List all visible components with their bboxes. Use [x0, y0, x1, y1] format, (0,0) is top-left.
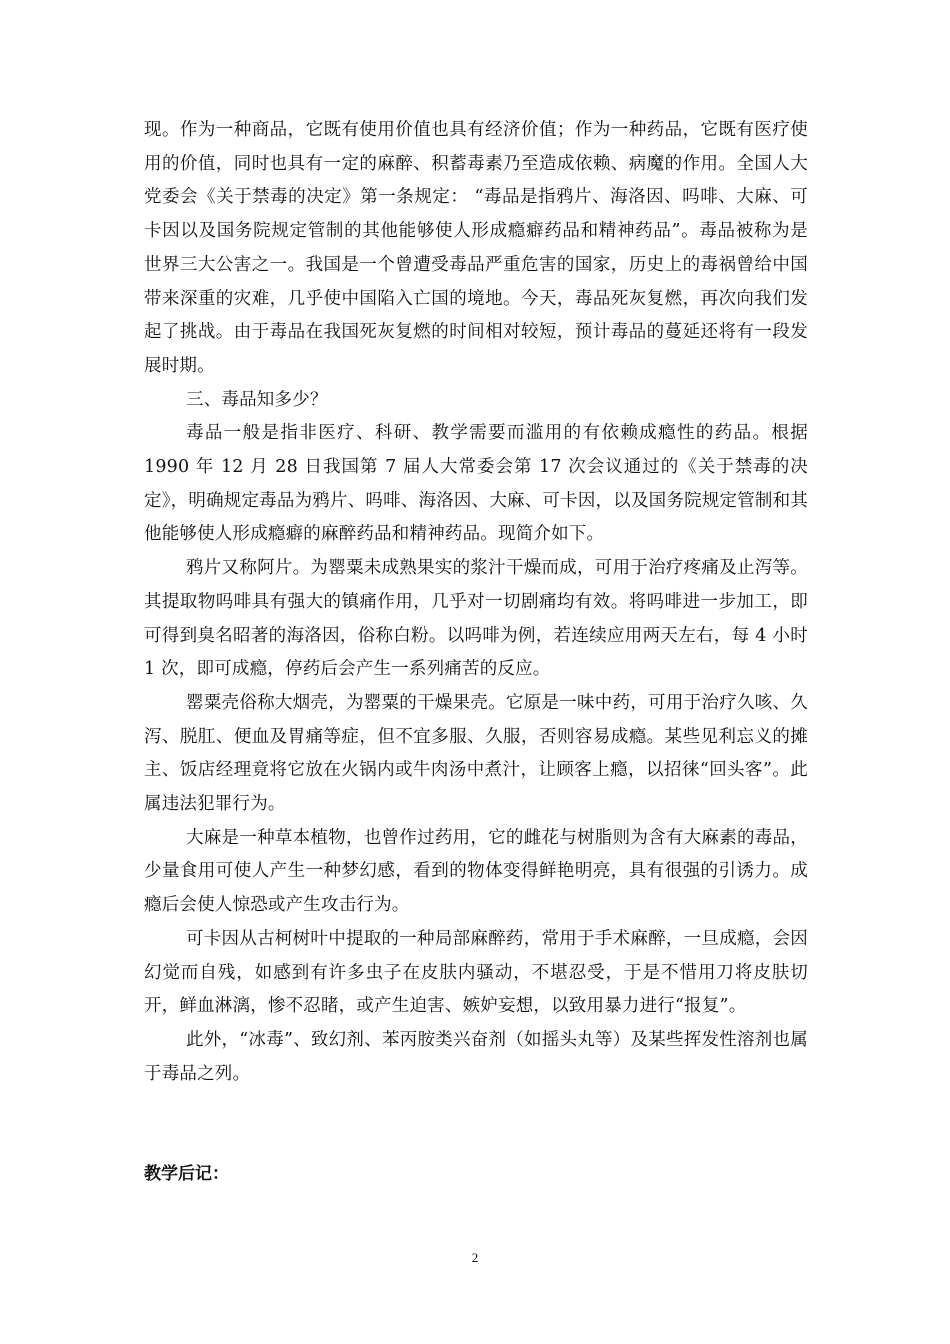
paragraph-drug-definition: 毒品一般是指非医疗、科研、教学需要而滥用的有依赖成瘾性的药品。根据 1990 年 12 月 28 日我国第 7 届人大常委会第 17 次会议通过的《关于禁毒的决定》，明确规定毒品为鸦片、吗啡、海洛因、大麻、可卡因，以及国务院规定管制和其他能够使人形成瘾癖的麻醉药品和精神药品。现简介如下。 — [144, 423, 808, 545]
document-body — [144, 114, 808, 1091]
paragraph-opium: 鸦片又称阿片。为罂粟未成熟果实的浆汁干燥而成，可用于治疗疼痛及止泻等。其提取物吗啡具有强大的镇痛作用，几乎对一切剧痛均有效。将吗啡进一步加工，即可得到臭名昭著的海洛因，俗称白粉。以吗啡为例，若连续应用两天左右，每 4 小时 1 次，即可成瘾，停药后会产生一系列痛苦的反应。 — [144, 558, 808, 680]
section-heading: 三、毒品知多少？ — [186, 389, 328, 410]
afterword-label: 教学后记： — [144, 1164, 229, 1184]
page-number: 2 — [471, 1250, 479, 1265]
paragraph-poppy-shell: 罂粟壳俗称大烟壳，为罂粟的干燥果壳。它原是一味中药，可用于治疗久咳、久泻、脱肛、便血及胃痛等症，但不宜多服、久服，否则容易成瘾。某些见利忘义的摊主、饭店经理竟将它放在火锅内或牛肉汤中煮汁，让顾客上瘾，以招徕“回头客”。此属违法犯罪行为。 — [144, 692, 808, 815]
paragraph-cannabis: 大麻是一种草本植物，也曾作过药用，它的雌花与树脂则为含有大麻素的毒品，少量食用可使人产生一种梦幻感，看到的物体变得鲜艳明亮，具有很强的引诱力。成瘾后会使人惊恐或产生攻击行为。 — [144, 827, 808, 916]
paragraph-cocaine: 可卡因从古柯树叶中提取的一种局部麻醉药，常用于手术麻醉，一旦成瘾，会因幻觉而自残，如感到有许多虫子在皮肤内骚动，不堪忍受，于是不惜用刀将皮肤切开，鲜血淋漓，惨不忍睹，或产生迫害、嫉妒妄想，以致用暴力进行“报复”。 — [144, 928, 808, 1017]
paragraph-other-drugs: 此外，“冰毒”、致幻剂、苯丙胺类兴奋剂（如摇头丸等）及某些挥发性溶剂也属于毒品之列。 — [144, 1029, 808, 1084]
paragraph-continuation: 现。作为一种商品，它既有使用价值也具有经济价值；作为一种药品，它既有医疗使用的价值，同时也具有一定的麻醉、积蓄毒素乃至造成依赖、病魔的作用。全国人大党委会《关于禁毒的决定》第一条规定： “毒品是指鸦片、海洛因、吗啡、大麻、可卡因以及国务院规定管制的其他能够使人形成瘾癖药品和精神药品”。毒品被称为是世界三大公害之一。我国是一个曾遭受毒品严重危害的国家，历史上的毒祸曾给中国带来深重的灾难，几乎使中国陷入亡国的境地。今天，毒品死灰复燃，再次向我们发起了挑战。由于毒品在我国死灰复燃的时间相对较短，预计毒品的蔓延还将有一段发展时期。 — [144, 120, 808, 376]
